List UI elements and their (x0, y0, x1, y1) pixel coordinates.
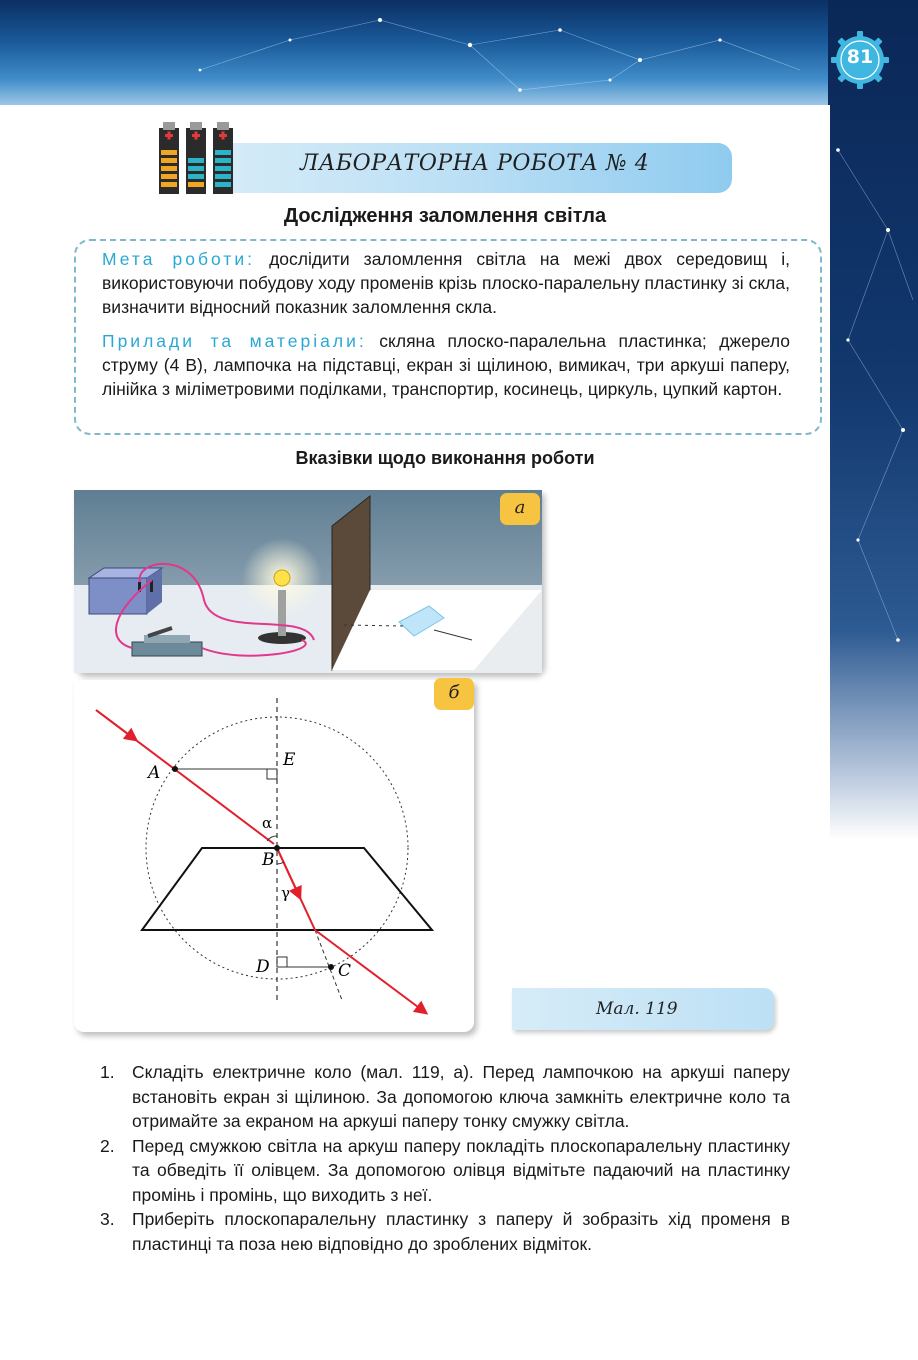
step-item (100, 1060, 790, 1134)
point-c-label: C (338, 961, 352, 981)
step-item (100, 1207, 790, 1256)
page-number: 81 (846, 46, 874, 68)
figure-a-tag: а (500, 493, 540, 525)
figure-caption: Мал. 119 (596, 999, 678, 1019)
steps-list (100, 1060, 790, 1256)
point-d-label: D (256, 957, 270, 977)
figure-a-illustration (74, 490, 542, 673)
constellation-decoration (0, 0, 918, 105)
figure-b-diagram (74, 680, 474, 1032)
goal-text: дослідити заломлення світла на межі двох середовищ і, використовуючи побудову ходу променів крізь плоско-паралельну пластинку зі скла, визначити відносний показник заломлення скла. (102, 249, 790, 317)
point-a-label: A (148, 763, 161, 783)
alpha-label: α (262, 814, 273, 832)
step-number: 3. (100, 1209, 115, 1229)
step-text: Перед смужкою світла на аркуш паперу покладіть плоскопаралельну пластинку та обведіть її олівцем. За допомогою олівця відмітьте падаючий на пластинку промінь і промінь, що виходить з неї. (132, 1135, 790, 1205)
side-space-background (828, 0, 918, 840)
lab-title: ЛАБОРАТОРНА РОБОТА № 4 (300, 151, 650, 176)
battery-icon (157, 120, 237, 196)
materials-paragraph (102, 329, 790, 401)
instructions-title: Вказівки щодо виконання роботи (295, 448, 595, 468)
point-b-label: B (262, 850, 275, 870)
header-space-background (0, 0, 918, 105)
gamma-label: γ (281, 884, 290, 902)
goal-paragraph (102, 247, 790, 319)
lab-subject-title: Дослідження заломлення світла (283, 205, 607, 227)
materials-label: Прилади та матеріали: (102, 331, 367, 351)
figure-b-tag: б (434, 678, 474, 710)
step-item (100, 1134, 790, 1208)
materials-text: скляна плоско-паралельна пластинка; джерело струму (4 В), лампочка на підставці, екран зі щілиною, вимикач, три аркуші паперу, лінійка з міліметровими поділками, транспортир, косинець, циркуль, цупкий картон. (102, 331, 790, 399)
figure-a-setup (74, 490, 542, 673)
goal-label: Мета роботи: (102, 249, 256, 269)
side-constellation-decoration (828, 0, 918, 840)
step-number: 2. (100, 1135, 115, 1156)
step-text: Складіть електричне коло (мал. 119, а). Перед лампочкою на аркуші паперу встановіть екран зі щілиною. За допомогою ключа замкніть електричне коло та отримайте за екраном на аркуші паперу тонку смужку світла. (132, 1062, 790, 1131)
point-e-label: E (283, 750, 296, 770)
step-number: 1. (100, 1062, 115, 1082)
refraction-diagram (74, 680, 474, 1032)
step-text: Приберіть плоскопаралельну пластинку з паперу й зобразіть хід променя в пластинці та поза нею відповідно до зроблених відміток. (132, 1209, 790, 1254)
